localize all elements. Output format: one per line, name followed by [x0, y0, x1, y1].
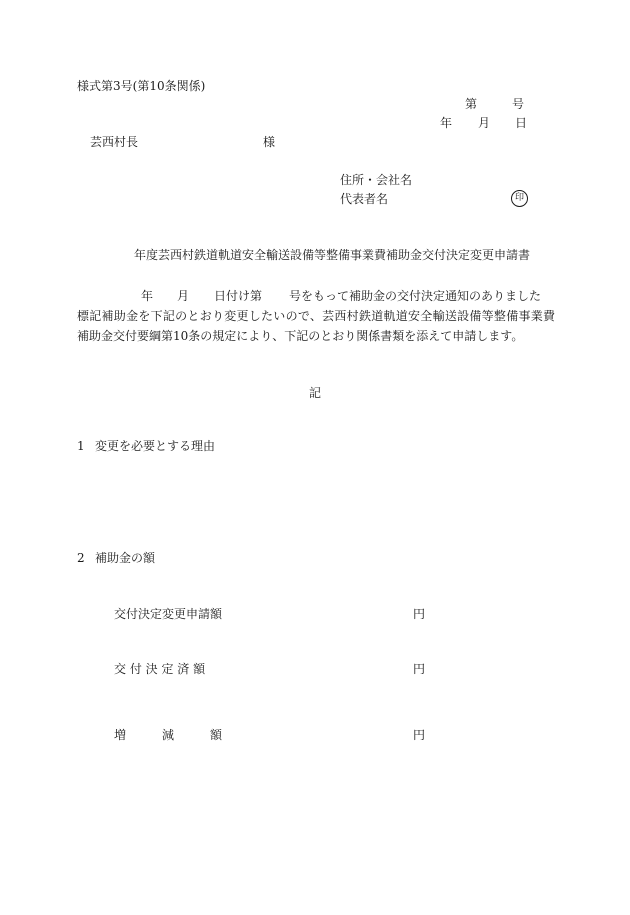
applicant-address-label: 住所・会社名: [340, 173, 413, 187]
section2-label: 補助金の額: [95, 551, 156, 565]
body-line1-rest: 号をもって補助金の交付決定通知のありました: [289, 289, 542, 303]
date-day: 日: [515, 116, 528, 130]
body-paragraph: 標記補助金を下記のとおり変更したいので、芸西村鉄道軌道安全輸送設備等整備事業費補助金交付要綱第10条の規定により、下記のとおり関係書類を添えて申請します。: [77, 309, 555, 343]
doc-number-go: 号: [512, 97, 525, 111]
amount-label-change-request: 交付決定変更申請額: [114, 607, 223, 621]
amount-unit-decided: 円: [413, 662, 426, 676]
section1-label: 変更を必要とする理由: [95, 439, 216, 453]
ki-heading: 記: [309, 386, 322, 400]
seal-mark: 印: [511, 190, 528, 207]
body-year: 年: [141, 289, 154, 303]
section1-number: 1: [77, 439, 85, 453]
applicant-rep-label: 代表者名: [340, 192, 389, 206]
amount-unit-difference: 円: [413, 728, 426, 742]
addressee-name: 芸西村長: [90, 135, 139, 149]
body-day: 日付け第: [214, 289, 263, 303]
form-label: 様式第3号(第10条関係): [77, 79, 206, 93]
body-month: 月: [177, 289, 190, 303]
amount-unit-change-request: 円: [413, 607, 426, 621]
date-year: 年: [440, 116, 453, 130]
date-month: 月: [478, 116, 491, 130]
section2-number: 2: [77, 551, 85, 565]
amount-label-difference: 増 減 額: [114, 728, 223, 742]
addressee-honorific: 様: [263, 135, 276, 149]
document-title: 年度芸西村鉄道軌道安全輸送設備等整備事業費補助金交付決定変更申請書: [134, 248, 531, 262]
doc-number-dai: 第: [465, 97, 478, 111]
amount-label-decided: 交 付 決 定 済 額: [114, 662, 206, 676]
